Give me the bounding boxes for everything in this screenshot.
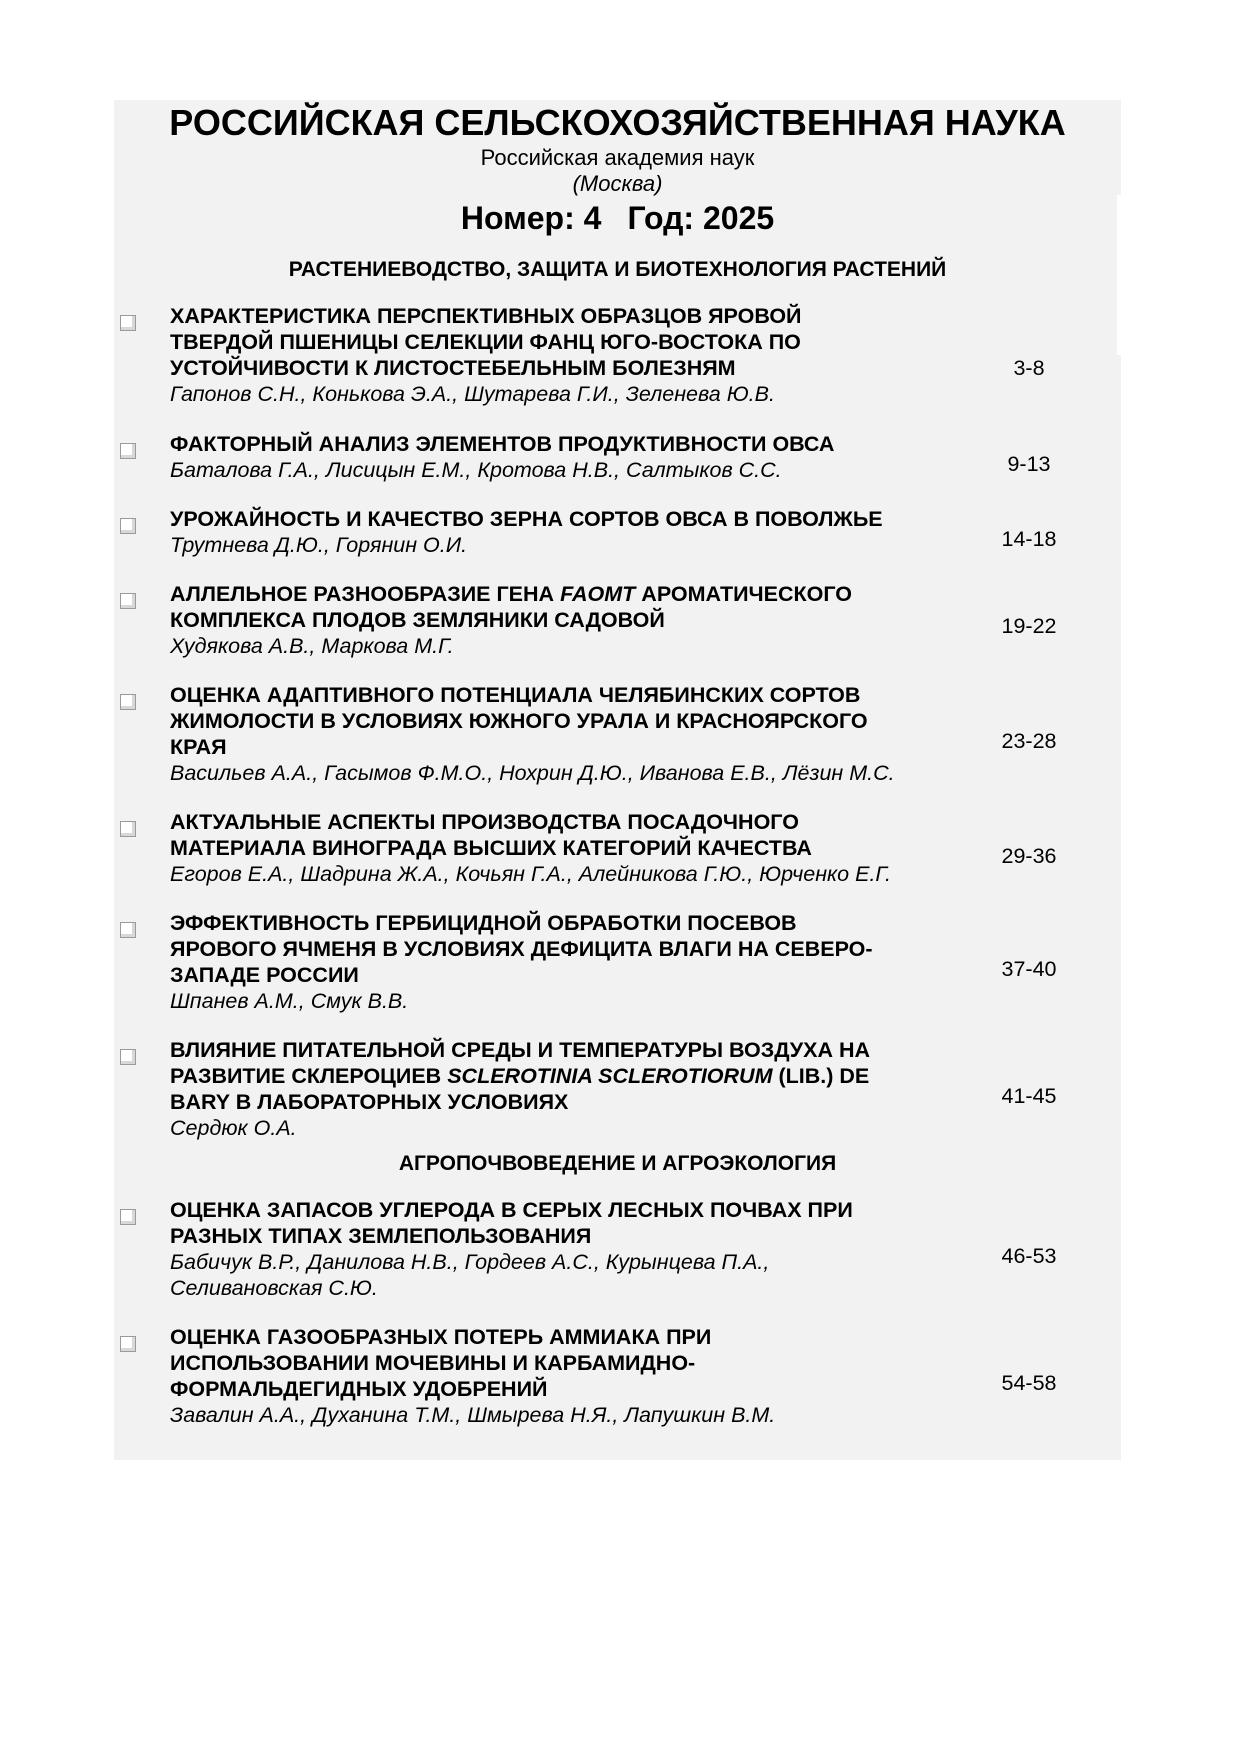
article-title[interactable]: ХАРАКТЕРИСТИКА ПЕРСПЕКТИВНЫХ ОБРАЗЦОВ ЯРОВОЙ ТВЕРДОЙ ПШЕНИЦЫ СЕЛЕКЦИИ ФАНЦ ЮГО-ВОСТОКА ПО УСТОЙЧИВОСТИ К ЛИСТОСТЕБЕЛЬНЫМ БОЛЕЗНЯМ — [170, 304, 802, 380]
article-title[interactable]: ФАКТОРНЫЙ АНАЛИЗ ЭЛЕМЕНТОВ ПРОДУКТИВНОСТИ ОВСА — [170, 432, 835, 456]
contents-panel — [114, 100, 1121, 1460]
article-checkbox[interactable] — [120, 1209, 136, 1225]
article-checkbox[interactable] — [120, 443, 136, 459]
article-title[interactable]: УРОЖАЙНОСТЬ И КАЧЕСТВО ЗЕРНА СОРТОВ ОВСА В ПОВОЛЖЬЕ — [170, 507, 883, 531]
article-authors: Трутнева Д.Ю., Горянин О.И. — [170, 533, 468, 557]
issue-line — [114, 198, 1121, 238]
year-label: Год: — [627, 200, 695, 236]
article-authors: Васильев А.А., Гасымов Ф.М.О., Нохрин Д.Ю., Иванова Е.В., Лёзин М.С. — [170, 761, 895, 785]
section-title: АГРОПОЧВОВЕДЕНИЕ И АГРОЭКОЛОГИЯ — [398, 1152, 837, 1175]
article-title[interactable]: ОЦЕНКА ГАЗООБРАЗНЫХ ПОТЕРЬ АММИАКА ПРИ ИСПОЛЬЗОВАНИИ МОЧЕВИНЫ И КАРБАМИДНО- ФОРМАЛЬДЕГИДНЫХ УДОБРЕНИЙ — [170, 1325, 712, 1401]
article-authors: Баталова Г.А., Лисицын Е.М., Кротова Н.В., Салтыков С.С. — [170, 458, 782, 482]
article-checkbox[interactable] — [120, 518, 136, 534]
article-pages: 46-53 — [1001, 1244, 1057, 1268]
article-pages: 23-28 — [1001, 729, 1057, 753]
article-checkbox[interactable] — [120, 922, 136, 938]
article-pages: 9-13 — [1007, 452, 1051, 476]
article-checkbox[interactable] — [120, 694, 136, 710]
article-authors: Худякова А.В., Маркова М.Г. — [170, 634, 454, 658]
article-title[interactable]: АЛЛЕЛЬНОЕ РАЗНООБРАЗИЕ ГЕНА FAOMT АРОМАТИЧЕСКОГО КОМПЛЕКСА ПЛОДОВ ЗЕМЛЯНИКИ САДОВОЙ — [170, 582, 853, 632]
section-title: РАСТЕНИЕВОДСТВО, ЗАЩИТА И БИОТЕХНОЛОГИЯ РАСТЕНИЙ — [288, 258, 947, 281]
article-title[interactable]: ОЦЕНКА АДАПТИВНОГО ПОТЕНЦИАЛА ЧЕЛЯБИНСКИХ СОРТОВ ЖИМОЛОСТИ В УСЛОВИЯХ ЮЖНОГО УРАЛА И КРАСНОЯРСКОГО КРАЯ — [170, 683, 868, 759]
article-pages: 54-58 — [1001, 1371, 1057, 1395]
journal-publisher: Российская академия наук — [480, 145, 755, 170]
article-pages: 19-22 — [1001, 614, 1057, 638]
article-authors: Завалин А.А., Духанина Т.М., Шмырева Н.Я., Лапушкин В.М. — [170, 1403, 776, 1427]
journal-title: РОССИЙСКАЯ СЕЛЬСКОХОЗЯЙСТВЕННАЯ НАУКА — [169, 102, 1066, 143]
issue-number: 4 — [583, 200, 602, 236]
article-pages: 3-8 — [1013, 356, 1045, 380]
article-checkbox[interactable] — [120, 315, 136, 331]
article-authors: Сердюк О.А. — [170, 1116, 297, 1140]
issue-label: Номер: — [460, 200, 575, 236]
article-title[interactable]: ОЦЕНКА ЗАПАСОВ УГЛЕРОДА В СЕРЫХ ЛЕСНЫХ ПОЧВАХ ПРИ РАЗНЫХ ТИПАХ ЗЕМЛЕПОЛЬЗОВАНИЯ — [170, 1198, 853, 1248]
article-authors: Гапонов С.Н., Конькова Э.А., Шутарева Г.И., Зеленева Ю.В. — [170, 382, 775, 406]
article-pages: 41-45 — [1001, 1084, 1057, 1108]
journal-city: (Москва) — [572, 171, 663, 196]
article-pages: 37-40 — [1001, 957, 1057, 981]
article-pages: 29-36 — [1001, 844, 1057, 868]
article-authors: Бабичук В.Р., Данилова Н.В., Гордеев А.С., Курынцева П.А., Селивановская С.Ю. — [170, 1250, 770, 1300]
article-pages: 14-18 — [1001, 527, 1057, 551]
year-value: 2025 — [702, 200, 775, 236]
article-title[interactable]: ЭФФЕКТИВНОСТЬ ГЕРБИЦИДНОЙ ОБРАБОТКИ ПОСЕВОВ ЯРОВОГО ЯЧМЕНЯ В УСЛОВИЯХ ДЕФИЦИТА ВЛАГИ НА СЕВЕРО- ЗАПАДЕ РОССИИ — [170, 911, 873, 987]
article-authors: Шпанев А.М., Смук В.В. — [170, 989, 409, 1013]
article-checkbox[interactable] — [120, 1049, 136, 1065]
article-checkbox[interactable] — [120, 593, 136, 609]
article-authors: Егоров Е.А., Шадрина Ж.А., Кочьян Г.А., Алейникова Г.Ю., Юрченко Е.Г. — [170, 862, 891, 886]
article-title[interactable]: АКТУАЛЬНЫЕ АСПЕКТЫ ПРОИЗВОДСТВА ПОСАДОЧНОГО МАТЕРИАЛА ВИНОГРАДА ВЫСШИХ КАТЕГОРИЙ КАЧЕСТВА — [170, 810, 812, 860]
article-checkbox[interactable] — [120, 1336, 136, 1352]
article-checkbox[interactable] — [120, 821, 136, 837]
article-title[interactable]: ВЛИЯНИЕ ПИТАТЕЛЬНОЙ СРЕДЫ И ТЕМПЕРАТУРЫ ВОЗДУХА НА РАЗВИТИЕ СКЛЕРОЦИЕВ SCLEROTINIA SCLEROTIORUM (LIB.) DE BARY В ЛАБОРАТОРНЫХ УСЛОВИЯХ — [170, 1038, 871, 1114]
